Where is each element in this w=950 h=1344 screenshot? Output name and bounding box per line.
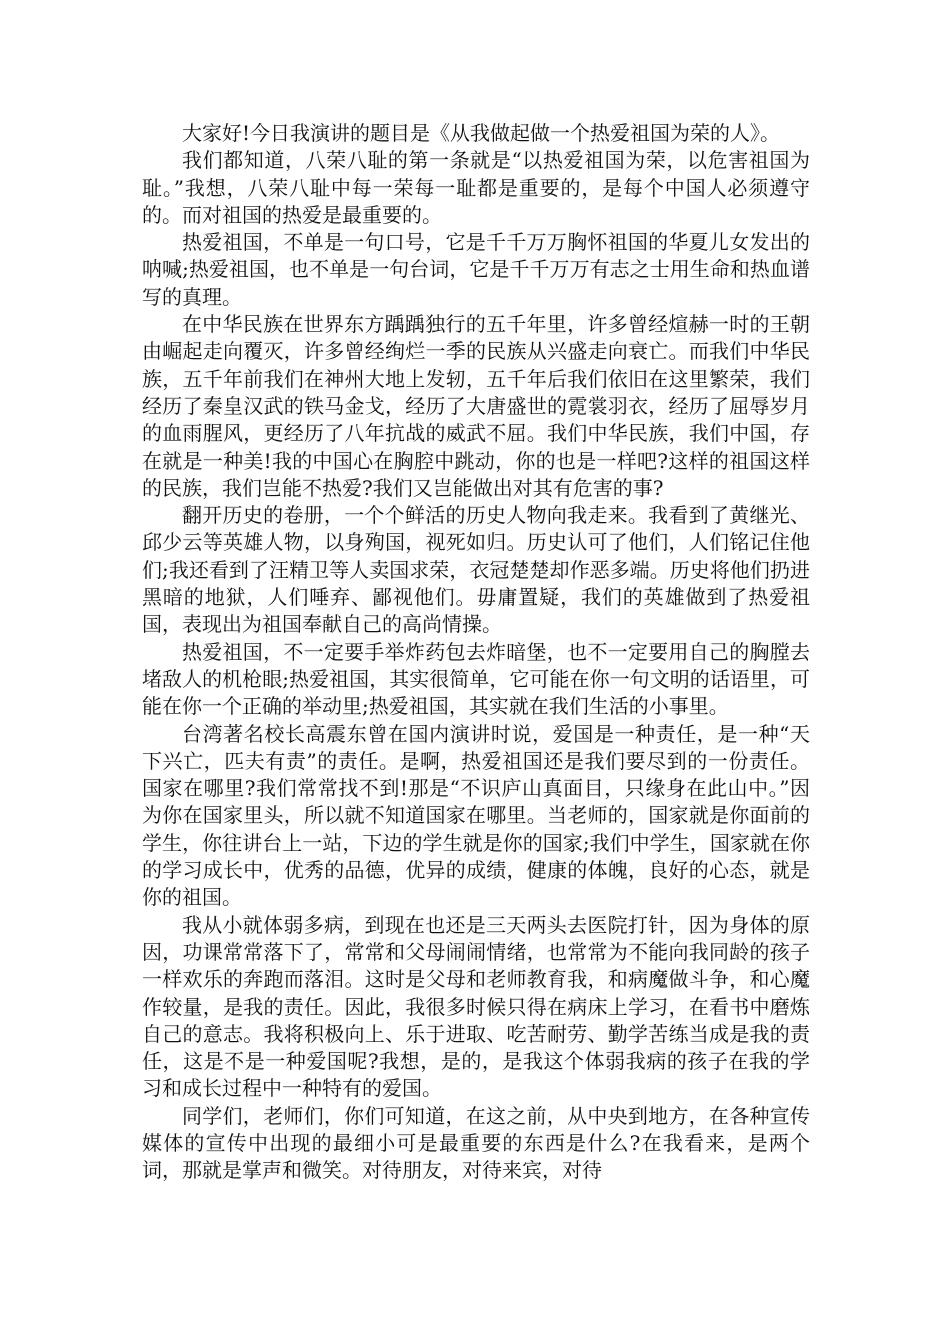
paragraph-8: 我从小就体弱多病，到现在也还是三天两头去医院打针，因为身体的原因，功课常常落下了，常常和父母闹闹情绪，也常常为不能向我同龄的孩子一样欢乐的奔跑而落泪。这时是父母和老师教育我，和病魔做斗争，和心魔作较量，是我的责任。因此，我很多时候只得在病床上学习，在看书中磨炼自己的意志。我将积极向上、乐于进取、吃苦耐劳、勤学苦练当成是我的责任，这是不是一种爱国呢?我想，是的，是我这个体弱我病的孩子在我的学习和成长过程中一种特有的爱国。	[142, 912, 810, 1101]
paragraph-6: 热爱祖国，不一定要手举炸药包去炸暗堡，也不一定要用自己的胸膛去堵敌人的机枪眼;热爱祖国，其实很简单，它可能在你一句文明的话语里，可能在你一个正确的举动里;热爱祖国，其实就在我们生活的小事里。	[142, 639, 810, 719]
paragraph-9: 同学们，老师们，你们可知道，在这之前，从中央到地方，在各种宣传媒体的宣传中出现的最细小可是最重要的东西是什么?在我看来，是两个词，那就是掌声和微笑。对待朋友，对待来宾，对待	[142, 1103, 810, 1183]
paragraph-3: 热爱祖国，不单是一句口号，它是千千万万胸怀祖国的华夏儿女发出的呐喊;热爱祖国，也不单是一句台词，它是千千万万有志之士用生命和热血谱写的真理。	[142, 230, 810, 309]
document-body	[142, 120, 810, 1185]
paragraph-2: 我们都知道，八荣八耻的第一条就是“以热爱祖国为荣，以危害祖国为耻。”我想，八荣八耻中每一荣每一耻都是重要的，是每个中国人必须遵守的。而对祖国的热爱是最重要的。	[142, 148, 810, 227]
paragraph-5: 翻开历史的卷册，一个个鲜活的历史人物向我走来。我看到了黄继光、邱少云等英雄人物，以身殉国，视死如归。历史认可了他们，人们铭记住他们;我还看到了汪精卫等人卖国求荣，衣冠楚楚却作恶多端。历史将他们扔进黑暗的地狱，人们唾弃、鄙视他们。毋庸置疑，我们的英雄做到了热爱祖国，表现出为祖国奉献自己的高尚情操。	[142, 503, 810, 637]
paragraph-7: 台湾著名校长高震东曾在国内演讲时说，爱国是一种责任，是一种“天下兴亡，匹夫有责”的责任。是啊，热爱祖国还是我们要尽到的一份责任。国家在哪里?我们常常找不到!那是“不识庐山真面目，只缘身在此山中。”因为你在国家里头，所以就不知道国家在哪里。当老师的，国家就是你面前的学生，你往讲台上一站，下边的学生就是你的国家;我们中学生，国家就在你的学习成长中，优秀的品德，优异的成绩，健康的体魄，良好的心态，就是你的祖国。	[142, 721, 810, 910]
paragraph-4: 在中华民族在世界东方踽踽独行的五千年里，许多曾经煊赫一时的王朝由崛起走向覆灭，许多曾经绚烂一季的民族从兴盛走向衰亡。而我们中华民族，五千年前我们在神州大地上发轫，五千年后我们依旧在这里繁荣，我们经历了秦皇汉武的铁马金戈，经历了大唐盛世的霓裳羽衣，经历了屈辱岁月的血雨腥风，更经历了八年抗战的威武不屈。我们中华民族，我们中国，存在就是一种美!我的中国心在胸腔中跳动，你的也是一样吧?这样的祖国这样的民族，我们岂能不热爱?我们又岂能做出对其有危害的事?	[142, 312, 810, 500]
paragraph-1: 大家好!今日我演讲的题目是《从我做起做一个热爱祖国为荣的人》。	[182, 121, 781, 145]
